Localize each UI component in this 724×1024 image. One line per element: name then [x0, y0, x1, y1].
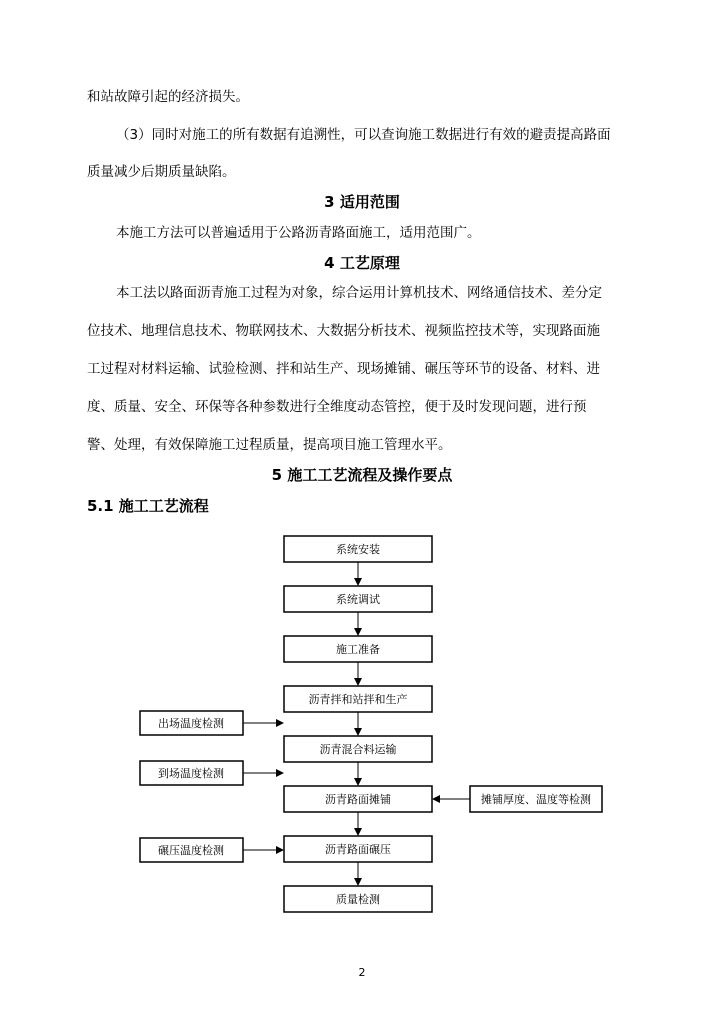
paragraph-principle-line4: 度、质量、安全、环保等各种参数进行全维度动态管控，便于及时发现问题，进行预 — [87, 399, 587, 415]
paragraph-principle-line2: 位技术、地理信息技术、物联网技术、大数据分析技术、视频监控技术等，实现路面施 — [87, 323, 600, 339]
svg-text:施工准备: 施工准备 — [336, 643, 380, 656]
flow-input-exit-temperature — [140, 711, 283, 735]
svg-text:沥青拌和站拌和生产: 沥青拌和站拌和生产 — [308, 693, 408, 706]
heading-principle: 4 工艺原理 — [324, 254, 400, 272]
svg-text:沥青路面摊铺: 沥青路面摊铺 — [325, 793, 391, 806]
flow-input-arrival-temperature — [140, 761, 283, 785]
heading-process-flow: 5.1 施工工艺流程 — [87, 497, 209, 515]
page-number: 2 — [358, 966, 366, 979]
svg-text:质量检测: 质量检测 — [336, 893, 380, 906]
paragraph-principle-line3: 工过程对材料运输、试验检测、拌和站生产、现场摊铺、碾压等环节的设备、材料、进 — [87, 361, 600, 377]
paragraph-continuation: 和站故障引起的经济损失。 — [87, 89, 249, 105]
paragraph-item-3-line1: （3）同时对施工的所有数据有追溯性，可以查询施工数据进行有效的避责提高路面 — [116, 127, 611, 143]
flow-step-paving — [284, 786, 432, 812]
flow-input-paving-thickness — [433, 786, 602, 812]
flow-step-quality — [284, 886, 432, 912]
paragraph-principle-line1: 本工法以路面沥青施工过程为对象，综合运用计算机技术、网络通信技术、差分定 — [116, 285, 602, 301]
svg-text:系统调试: 系统调试 — [336, 593, 380, 606]
svg-text:出场温度检测: 出场温度检测 — [158, 717, 224, 730]
svg-text:到场温度检测: 到场温度检测 — [158, 767, 224, 780]
flow-step-prepare — [284, 636, 432, 662]
flow-input-rolling-temperature — [140, 838, 283, 862]
paragraph-item-3-line2: 质量减少后期质量缺陷。 — [87, 164, 236, 180]
paragraph-principle-line5: 警、处理，有效保障施工过程质量，提高项目施工管理水平。 — [87, 437, 452, 453]
svg-text:沥青混合料运输: 沥青混合料运输 — [319, 743, 397, 756]
flow-step-debug — [284, 586, 432, 612]
paragraph-scope: 本施工方法可以普遍适用于公路沥青路面施工，适用范围广。 — [116, 225, 481, 241]
heading-process: 5 施工工艺流程及操作要点 — [271, 466, 453, 484]
svg-text:碾压温度检测: 碾压温度检测 — [158, 844, 224, 857]
svg-text:摊铺厚度、温度等检测: 摊铺厚度、温度等检测 — [481, 793, 591, 806]
flow-step-rolling — [284, 836, 432, 862]
heading-scope: 3 适用范围 — [324, 193, 400, 211]
flow-step-transport — [284, 736, 432, 762]
svg-text:系统安装: 系统安装 — [336, 543, 380, 556]
flow-step-install — [284, 536, 432, 562]
svg-text:沥青路面碾压: 沥青路面碾压 — [325, 843, 391, 856]
flow-step-mixing-plant — [284, 686, 432, 712]
